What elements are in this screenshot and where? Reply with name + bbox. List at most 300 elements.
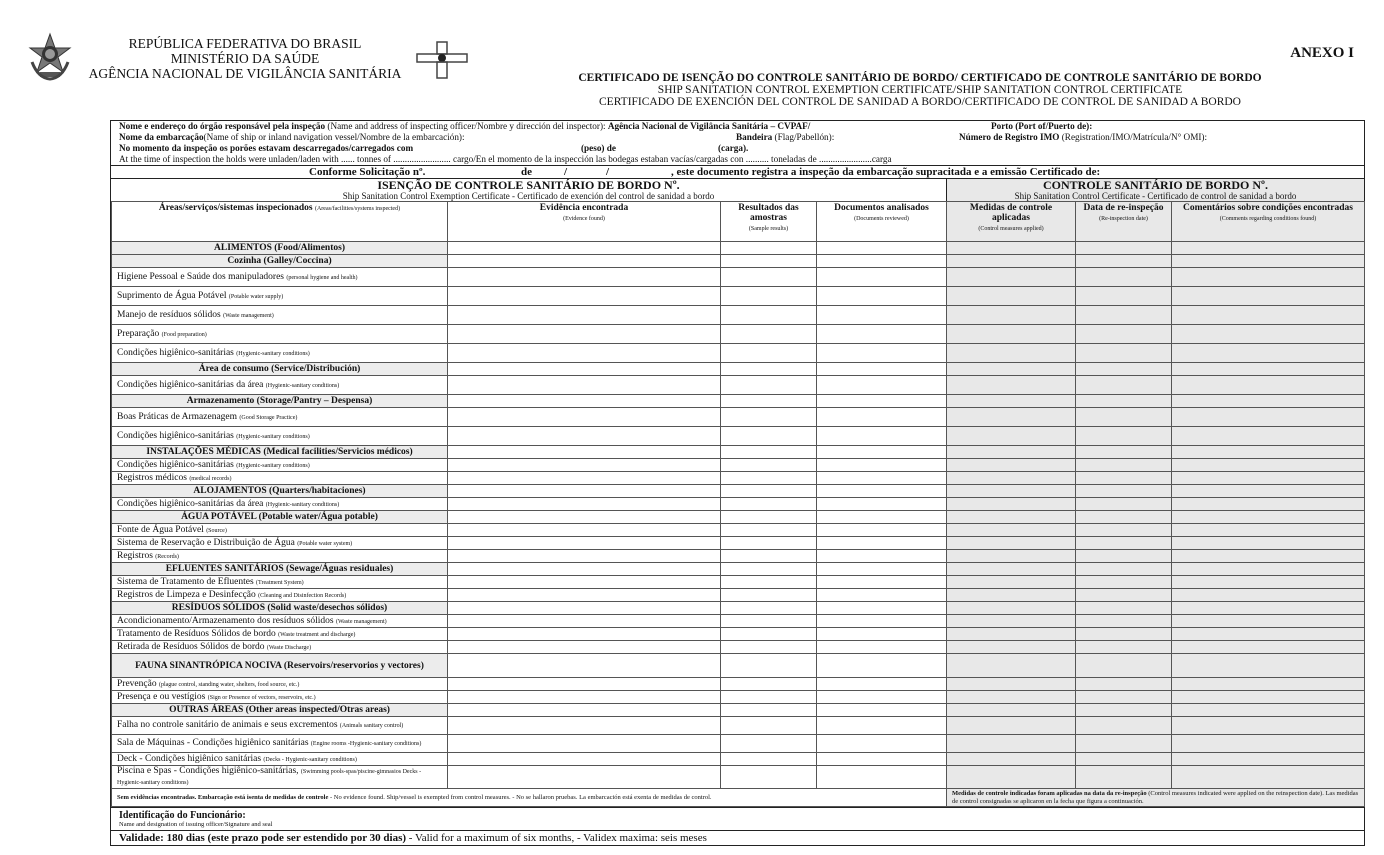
- section-row: [112, 242, 1365, 255]
- table-cell[interactable]: [721, 654, 817, 678]
- table-cell[interactable]: [1076, 498, 1172, 511]
- table-cell[interactable]: [1076, 576, 1172, 589]
- table-cell[interactable]: [1172, 511, 1365, 524]
- table-cell[interactable]: [448, 459, 721, 472]
- table-cell[interactable]: [817, 255, 947, 268]
- inspected-area-label: [112, 459, 448, 472]
- table-cell[interactable]: [448, 498, 721, 511]
- table-cell[interactable]: [947, 287, 1076, 306]
- evidence-footer-row: [112, 789, 1365, 807]
- area-translation: (Hygienic-sanitary conditions): [236, 433, 310, 440]
- table-cell[interactable]: [448, 735, 721, 753]
- inspected-area-label: [112, 735, 448, 753]
- table-cell[interactable]: [448, 255, 721, 268]
- table-cell[interactable]: [1076, 691, 1172, 704]
- table-cell[interactable]: [448, 344, 721, 363]
- column-header-4: [947, 202, 1076, 242]
- request-record-statement: , este documento registra a inspeção da embarcação supracitada e a emissão Certificado de:: [671, 166, 1101, 178]
- table-cell[interactable]: [1172, 717, 1365, 735]
- table-cell[interactable]: [947, 678, 1076, 691]
- table-cell[interactable]: [448, 641, 721, 654]
- inspected-area-label: [112, 576, 448, 589]
- table-cell[interactable]: [1076, 344, 1172, 363]
- section-heading: RESÍDUOS SÓLIDOS (Solid waste/desechos sólidos): [112, 602, 448, 615]
- table-cell[interactable]: [947, 550, 1076, 563]
- table-cell[interactable]: [1076, 511, 1172, 524]
- table-cell[interactable]: [817, 537, 947, 550]
- table-cell[interactable]: [947, 408, 1076, 427]
- inspected-area-label: [112, 498, 448, 511]
- table-cell[interactable]: [817, 242, 947, 255]
- table-cell[interactable]: [817, 408, 947, 427]
- area-name: Registros de Limpeza e Desinfecção: [117, 589, 256, 600]
- table-cell[interactable]: [721, 589, 817, 602]
- section-heading: Área de consumo (Service/Distribución): [112, 363, 448, 376]
- table-cell[interactable]: [448, 427, 721, 446]
- table-cell[interactable]: [1076, 446, 1172, 459]
- section-row: [112, 602, 1365, 615]
- table-cell[interactable]: [1172, 498, 1365, 511]
- table-cell[interactable]: [817, 395, 947, 408]
- column-header-title: Medidas de controle aplicadas: [969, 203, 1053, 223]
- table-cell[interactable]: [817, 654, 947, 678]
- table-cell[interactable]: [947, 325, 1076, 344]
- table-cell[interactable]: [947, 563, 1076, 576]
- table-cell[interactable]: [448, 395, 721, 408]
- table-cell[interactable]: [1172, 576, 1365, 589]
- section-row: [112, 654, 1365, 678]
- table-cell[interactable]: [1076, 615, 1172, 628]
- table-cell[interactable]: [817, 268, 947, 287]
- vessel-line: [111, 132, 1364, 143]
- area-translation: (Potable water supply): [228, 293, 284, 300]
- table-cell[interactable]: [817, 576, 947, 589]
- request-line: [111, 165, 1364, 178]
- table-cell[interactable]: [721, 363, 817, 376]
- table-cell[interactable]: [1172, 395, 1365, 408]
- table-cell[interactable]: [947, 641, 1076, 654]
- table-cell[interactable]: [721, 498, 817, 511]
- area-name: Condições higiênico-sanitárias da área: [117, 498, 264, 509]
- table-cell[interactable]: [721, 717, 817, 735]
- column-header-title: Comentários sobre condições encontradas: [1182, 203, 1354, 213]
- table-cell[interactable]: [817, 717, 947, 735]
- table-cell[interactable]: [947, 602, 1076, 615]
- table-cell[interactable]: [1076, 472, 1172, 485]
- table-cell[interactable]: [1172, 255, 1365, 268]
- table-cell[interactable]: [1172, 408, 1365, 427]
- table-cell[interactable]: [721, 242, 817, 255]
- table-cell[interactable]: [947, 459, 1076, 472]
- table-cell[interactable]: [448, 766, 721, 789]
- area-translation: (Hygienic-sanitary conditions): [265, 501, 340, 508]
- inspected-area-label: [112, 589, 448, 602]
- table-cell[interactable]: [448, 753, 721, 766]
- table-cell[interactable]: [817, 753, 947, 766]
- table-row: [112, 641, 1365, 654]
- table-cell[interactable]: [721, 306, 817, 325]
- table-cell[interactable]: [1172, 363, 1365, 376]
- table-cell[interactable]: [947, 427, 1076, 446]
- table-cell[interactable]: [817, 485, 947, 498]
- section-row: [112, 395, 1365, 408]
- table-cell[interactable]: [817, 766, 947, 789]
- table-cell[interactable]: [721, 446, 817, 459]
- table-cell[interactable]: [1076, 459, 1172, 472]
- inspector-label: Nome e endereço do órgão responsável pela inspeção: [119, 121, 326, 131]
- table-cell[interactable]: [1172, 589, 1365, 602]
- table-cell[interactable]: [448, 602, 721, 615]
- section-heading: ÁGUA POTÁVEL (Potable water/Água potable): [112, 511, 448, 524]
- table-cell[interactable]: [1076, 268, 1172, 287]
- table-cell[interactable]: [1172, 735, 1365, 753]
- table-cell[interactable]: [817, 287, 947, 306]
- table-cell[interactable]: [721, 376, 817, 395]
- table-cell[interactable]: [1076, 427, 1172, 446]
- table-cell[interactable]: [1076, 641, 1172, 654]
- table-cell[interactable]: [947, 576, 1076, 589]
- table-cell[interactable]: [947, 306, 1076, 325]
- table-cell[interactable]: [947, 395, 1076, 408]
- table-cell[interactable]: [817, 363, 947, 376]
- table-cell[interactable]: [1076, 255, 1172, 268]
- brazil-coat-of-arms-icon: [28, 32, 72, 82]
- table-cell[interactable]: [1076, 589, 1172, 602]
- section-row: [112, 511, 1365, 524]
- org-line-ministerio: MINISTÉRIO DA SAÚDE: [170, 51, 320, 66]
- org-line-agencia: AGÊNCIA NACIONAL DE VIGILÂNCIA SANITÁRIA: [88, 66, 402, 81]
- table-cell[interactable]: [448, 537, 721, 550]
- inspected-area-label: [112, 268, 448, 287]
- table-row: [112, 628, 1365, 641]
- column-header-subtitle: (Sample results): [748, 226, 789, 232]
- table-cell[interactable]: [817, 615, 947, 628]
- table-cell[interactable]: [1172, 242, 1365, 255]
- inspection-table: [111, 201, 1365, 807]
- table-cell[interactable]: [448, 242, 721, 255]
- control-title: CONTROLE SANITÁRIO DE BORDO Nº.: [1043, 178, 1268, 192]
- inspected-area-label: [112, 325, 448, 344]
- table-cell[interactable]: [947, 363, 1076, 376]
- area-name: Manejo de resíduos sólidos: [117, 309, 221, 320]
- table-cell[interactable]: [721, 485, 817, 498]
- table-cell[interactable]: [1172, 766, 1365, 789]
- table-row: [112, 427, 1365, 446]
- table-cell[interactable]: [947, 376, 1076, 395]
- table-cell[interactable]: [1076, 753, 1172, 766]
- area-translation: (Sign or Presence of vectors, reservoirs, etc.): [207, 694, 316, 701]
- table-row: [112, 537, 1365, 550]
- table-cell[interactable]: [817, 550, 947, 563]
- table-row: [112, 576, 1365, 589]
- table-cell[interactable]: [947, 472, 1076, 485]
- table-cell[interactable]: [947, 691, 1076, 704]
- table-cell[interactable]: [947, 753, 1076, 766]
- table-cell[interactable]: [1076, 524, 1172, 537]
- table-row: [112, 753, 1365, 766]
- table-cell[interactable]: [817, 511, 947, 524]
- table-cell[interactable]: [721, 563, 817, 576]
- annex-label: ANEXO I: [1290, 45, 1354, 61]
- table-cell[interactable]: [947, 628, 1076, 641]
- holds-label: No momento da inspeção os porões estavam descarregados/carregados com: [119, 143, 414, 153]
- area-name: Condições higiênico-sanitárias: [117, 430, 234, 441]
- table-cell[interactable]: [721, 753, 817, 766]
- exemption-title: ISENÇÃO DE CONTROLE SANITÁRIO DE BORDO Nº.: [377, 178, 680, 192]
- table-cell[interactable]: [1076, 395, 1172, 408]
- table-cell[interactable]: [947, 766, 1076, 789]
- certificate-form: [110, 120, 1365, 846]
- table-cell[interactable]: [448, 325, 721, 344]
- table-cell[interactable]: [1172, 485, 1365, 498]
- table-cell[interactable]: [448, 628, 721, 641]
- table-cell[interactable]: [721, 524, 817, 537]
- area-translation: (Waste management): [335, 618, 387, 625]
- table-cell[interactable]: [1076, 306, 1172, 325]
- table-cell[interactable]: [1172, 753, 1365, 766]
- table-cell[interactable]: [1172, 446, 1365, 459]
- inspected-area-label: [112, 678, 448, 691]
- table-cell[interactable]: [1172, 344, 1365, 363]
- table-cell[interactable]: [448, 446, 721, 459]
- table-cell[interactable]: [448, 485, 721, 498]
- table-cell[interactable]: [817, 735, 947, 753]
- table-cell[interactable]: [448, 589, 721, 602]
- table-cell[interactable]: [448, 376, 721, 395]
- table-cell[interactable]: [721, 691, 817, 704]
- table-cell[interactable]: [817, 602, 947, 615]
- table-cell[interactable]: [1076, 717, 1172, 735]
- table-cell[interactable]: [721, 678, 817, 691]
- area-name: Sistema de Reservação e Distribuição de Água: [117, 537, 295, 548]
- title-portuguese: CERTIFICADO DE ISENÇÃO DO CONTROLE SANITÁRIO DE BORDO/ CERTIFICADO DE CONTROLE SANITÁRIO DE BORDO: [578, 72, 1262, 84]
- table-cell[interactable]: [817, 427, 947, 446]
- column-header-subtitle: (Control measures applied): [978, 226, 1044, 232]
- table-cell[interactable]: [1076, 325, 1172, 344]
- table-cell[interactable]: [721, 735, 817, 753]
- table-cell[interactable]: [448, 563, 721, 576]
- table-row: [112, 344, 1365, 363]
- table-cell[interactable]: [721, 766, 817, 789]
- table-cell[interactable]: [448, 408, 721, 427]
- table-cell[interactable]: [1172, 602, 1365, 615]
- table-cell[interactable]: [947, 735, 1076, 753]
- table-cell[interactable]: [947, 654, 1076, 678]
- table-cell[interactable]: [1172, 325, 1365, 344]
- table-cell[interactable]: [1076, 628, 1172, 641]
- table-cell[interactable]: [721, 615, 817, 628]
- table-cell[interactable]: [817, 344, 947, 363]
- area-translation: (Cleaning and Disinfection Records): [258, 592, 347, 599]
- table-cell[interactable]: [817, 628, 947, 641]
- table-cell[interactable]: [721, 427, 817, 446]
- table-cell[interactable]: [1172, 376, 1365, 395]
- table-cell[interactable]: [1172, 628, 1365, 641]
- table-cell[interactable]: [1076, 376, 1172, 395]
- inspected-area-label: [112, 537, 448, 550]
- table-cell[interactable]: [721, 628, 817, 641]
- request-date-slash-2: /: [606, 166, 610, 178]
- table-cell[interactable]: [1172, 615, 1365, 628]
- table-cell[interactable]: [817, 306, 947, 325]
- validity-rest: - Valid for a maximum of six months, - Validex maxima: seis meses: [406, 832, 707, 844]
- area-name: Registros: [117, 550, 153, 561]
- table-cell[interactable]: [817, 524, 947, 537]
- table-cell[interactable]: [947, 446, 1076, 459]
- table-row: [112, 615, 1365, 628]
- table-cell[interactable]: [1076, 735, 1172, 753]
- table-cell[interactable]: [947, 511, 1076, 524]
- table-cell[interactable]: [448, 363, 721, 376]
- table-cell[interactable]: [817, 589, 947, 602]
- table-cell[interactable]: [1172, 427, 1365, 446]
- table-cell[interactable]: [1076, 485, 1172, 498]
- table-cell[interactable]: [1172, 524, 1365, 537]
- table-cell[interactable]: [721, 537, 817, 550]
- table-cell[interactable]: [721, 459, 817, 472]
- area-translation: (Food preparation): [161, 331, 207, 338]
- table-cell[interactable]: [721, 325, 817, 344]
- section-row: [112, 704, 1365, 717]
- table-cell[interactable]: [1076, 704, 1172, 717]
- table-row: [112, 550, 1365, 563]
- table-cell[interactable]: [1172, 704, 1365, 717]
- table-cell[interactable]: [817, 376, 947, 395]
- table-cell[interactable]: [947, 704, 1076, 717]
- table-cell[interactable]: [1076, 242, 1172, 255]
- table-cell[interactable]: [448, 576, 721, 589]
- area-name: Condições higiênico-sanitárias: [117, 347, 234, 358]
- table-cell[interactable]: [721, 511, 817, 524]
- table-cell[interactable]: [721, 344, 817, 363]
- table-cell[interactable]: [1172, 268, 1365, 287]
- table-cell[interactable]: [947, 537, 1076, 550]
- table-cell[interactable]: [721, 704, 817, 717]
- table-cell[interactable]: [721, 472, 817, 485]
- table-cell[interactable]: [721, 550, 817, 563]
- table-cell[interactable]: [721, 576, 817, 589]
- table-cell[interactable]: [1172, 691, 1365, 704]
- table-cell[interactable]: [448, 615, 721, 628]
- table-cell[interactable]: [1076, 550, 1172, 563]
- table-row: [112, 408, 1365, 427]
- section-heading: INSTALAÇÕES MÉDICAS (Medical facilities/Servicios médicos): [112, 446, 448, 459]
- table-cell[interactable]: [448, 306, 721, 325]
- port-label: Porto (Port of/Puerto de):: [991, 121, 1093, 131]
- area-translation: (Waste treatment and discharge): [278, 631, 356, 638]
- table-cell[interactable]: [1076, 363, 1172, 376]
- table-cell[interactable]: [448, 717, 721, 735]
- table-cell[interactable]: [1076, 602, 1172, 615]
- table-cell[interactable]: [721, 287, 817, 306]
- table-cell[interactable]: [947, 242, 1076, 255]
- inspected-area-label: [112, 766, 448, 789]
- area-name: Acondicionamento/Armazenamento dos resíduos sólidos: [117, 615, 334, 626]
- table-cell[interactable]: [817, 641, 947, 654]
- table-cell[interactable]: [947, 485, 1076, 498]
- area-name: Preparação: [117, 328, 160, 339]
- table-cell[interactable]: [947, 255, 1076, 268]
- table-cell[interactable]: [817, 446, 947, 459]
- table-cell[interactable]: [448, 550, 721, 563]
- table-cell[interactable]: [1076, 287, 1172, 306]
- table-row: [112, 678, 1365, 691]
- table-cell[interactable]: [947, 498, 1076, 511]
- table-cell[interactable]: [817, 459, 947, 472]
- area-name: Registros médicos: [117, 472, 187, 483]
- table-cell[interactable]: [721, 255, 817, 268]
- table-cell[interactable]: [1076, 408, 1172, 427]
- area-translation: (Hygienic-sanitary conditions): [265, 382, 340, 389]
- table-cell[interactable]: [817, 563, 947, 576]
- table-cell[interactable]: [947, 589, 1076, 602]
- table-cell[interactable]: [1172, 563, 1365, 576]
- table-cell[interactable]: [1076, 678, 1172, 691]
- table-cell[interactable]: [1172, 306, 1365, 325]
- table-cell[interactable]: [817, 691, 947, 704]
- table-cell[interactable]: [448, 268, 721, 287]
- section-heading: EFLUENTES SANITÁRIOS (Sewage/Águas residuales): [112, 563, 448, 576]
- table-cell[interactable]: [1076, 654, 1172, 678]
- table-cell[interactable]: [947, 717, 1076, 735]
- table-cell[interactable]: [448, 511, 721, 524]
- table-cell[interactable]: [1172, 472, 1365, 485]
- table-row: [112, 376, 1365, 395]
- table-cell[interactable]: [1076, 563, 1172, 576]
- table-cell[interactable]: [1172, 550, 1365, 563]
- table-cell[interactable]: [721, 602, 817, 615]
- table-cell[interactable]: [1172, 678, 1365, 691]
- table-cell[interactable]: [448, 287, 721, 306]
- table-row: [112, 735, 1365, 753]
- table-cell[interactable]: [1172, 537, 1365, 550]
- table-cell[interactable]: [1076, 766, 1172, 789]
- table-cell[interactable]: [448, 524, 721, 537]
- table-cell[interactable]: [448, 704, 721, 717]
- table-cell[interactable]: [947, 268, 1076, 287]
- table-cell[interactable]: [1172, 459, 1365, 472]
- table-cell[interactable]: [721, 641, 817, 654]
- table-cell[interactable]: [817, 498, 947, 511]
- table-cell[interactable]: [721, 395, 817, 408]
- certificate-type-headers: [111, 178, 1364, 201]
- table-cell[interactable]: [817, 325, 947, 344]
- table-cell[interactable]: [817, 678, 947, 691]
- column-header-title: Evidência encontrada: [539, 203, 629, 213]
- table-cell[interactable]: [721, 268, 817, 287]
- exemption-subtitle: Ship Sanitation Control Exemption Certificate - Certificado de exención del control de sanidad a bordo: [342, 191, 715, 201]
- table-cell[interactable]: [448, 678, 721, 691]
- table-row: [112, 691, 1365, 704]
- table-cell[interactable]: [1076, 537, 1172, 550]
- table-cell[interactable]: [448, 472, 721, 485]
- table-cell[interactable]: [947, 344, 1076, 363]
- table-cell[interactable]: [1172, 287, 1365, 306]
- area-name: Retirada de Resíduos Sólidos de bordo: [117, 641, 265, 652]
- table-cell[interactable]: [448, 654, 721, 678]
- table-cell[interactable]: [947, 615, 1076, 628]
- table-cell[interactable]: [817, 472, 947, 485]
- table-cell[interactable]: [1172, 654, 1365, 678]
- table-cell[interactable]: [817, 704, 947, 717]
- table-cell[interactable]: [1172, 641, 1365, 654]
- table-cell[interactable]: [448, 691, 721, 704]
- inspected-area-label: [112, 472, 448, 485]
- table-cell[interactable]: [721, 408, 817, 427]
- area-name: Sistema de Tratamento de Efluentes: [117, 576, 254, 587]
- table-cell[interactable]: [947, 524, 1076, 537]
- inspected-area-label: [112, 306, 448, 325]
